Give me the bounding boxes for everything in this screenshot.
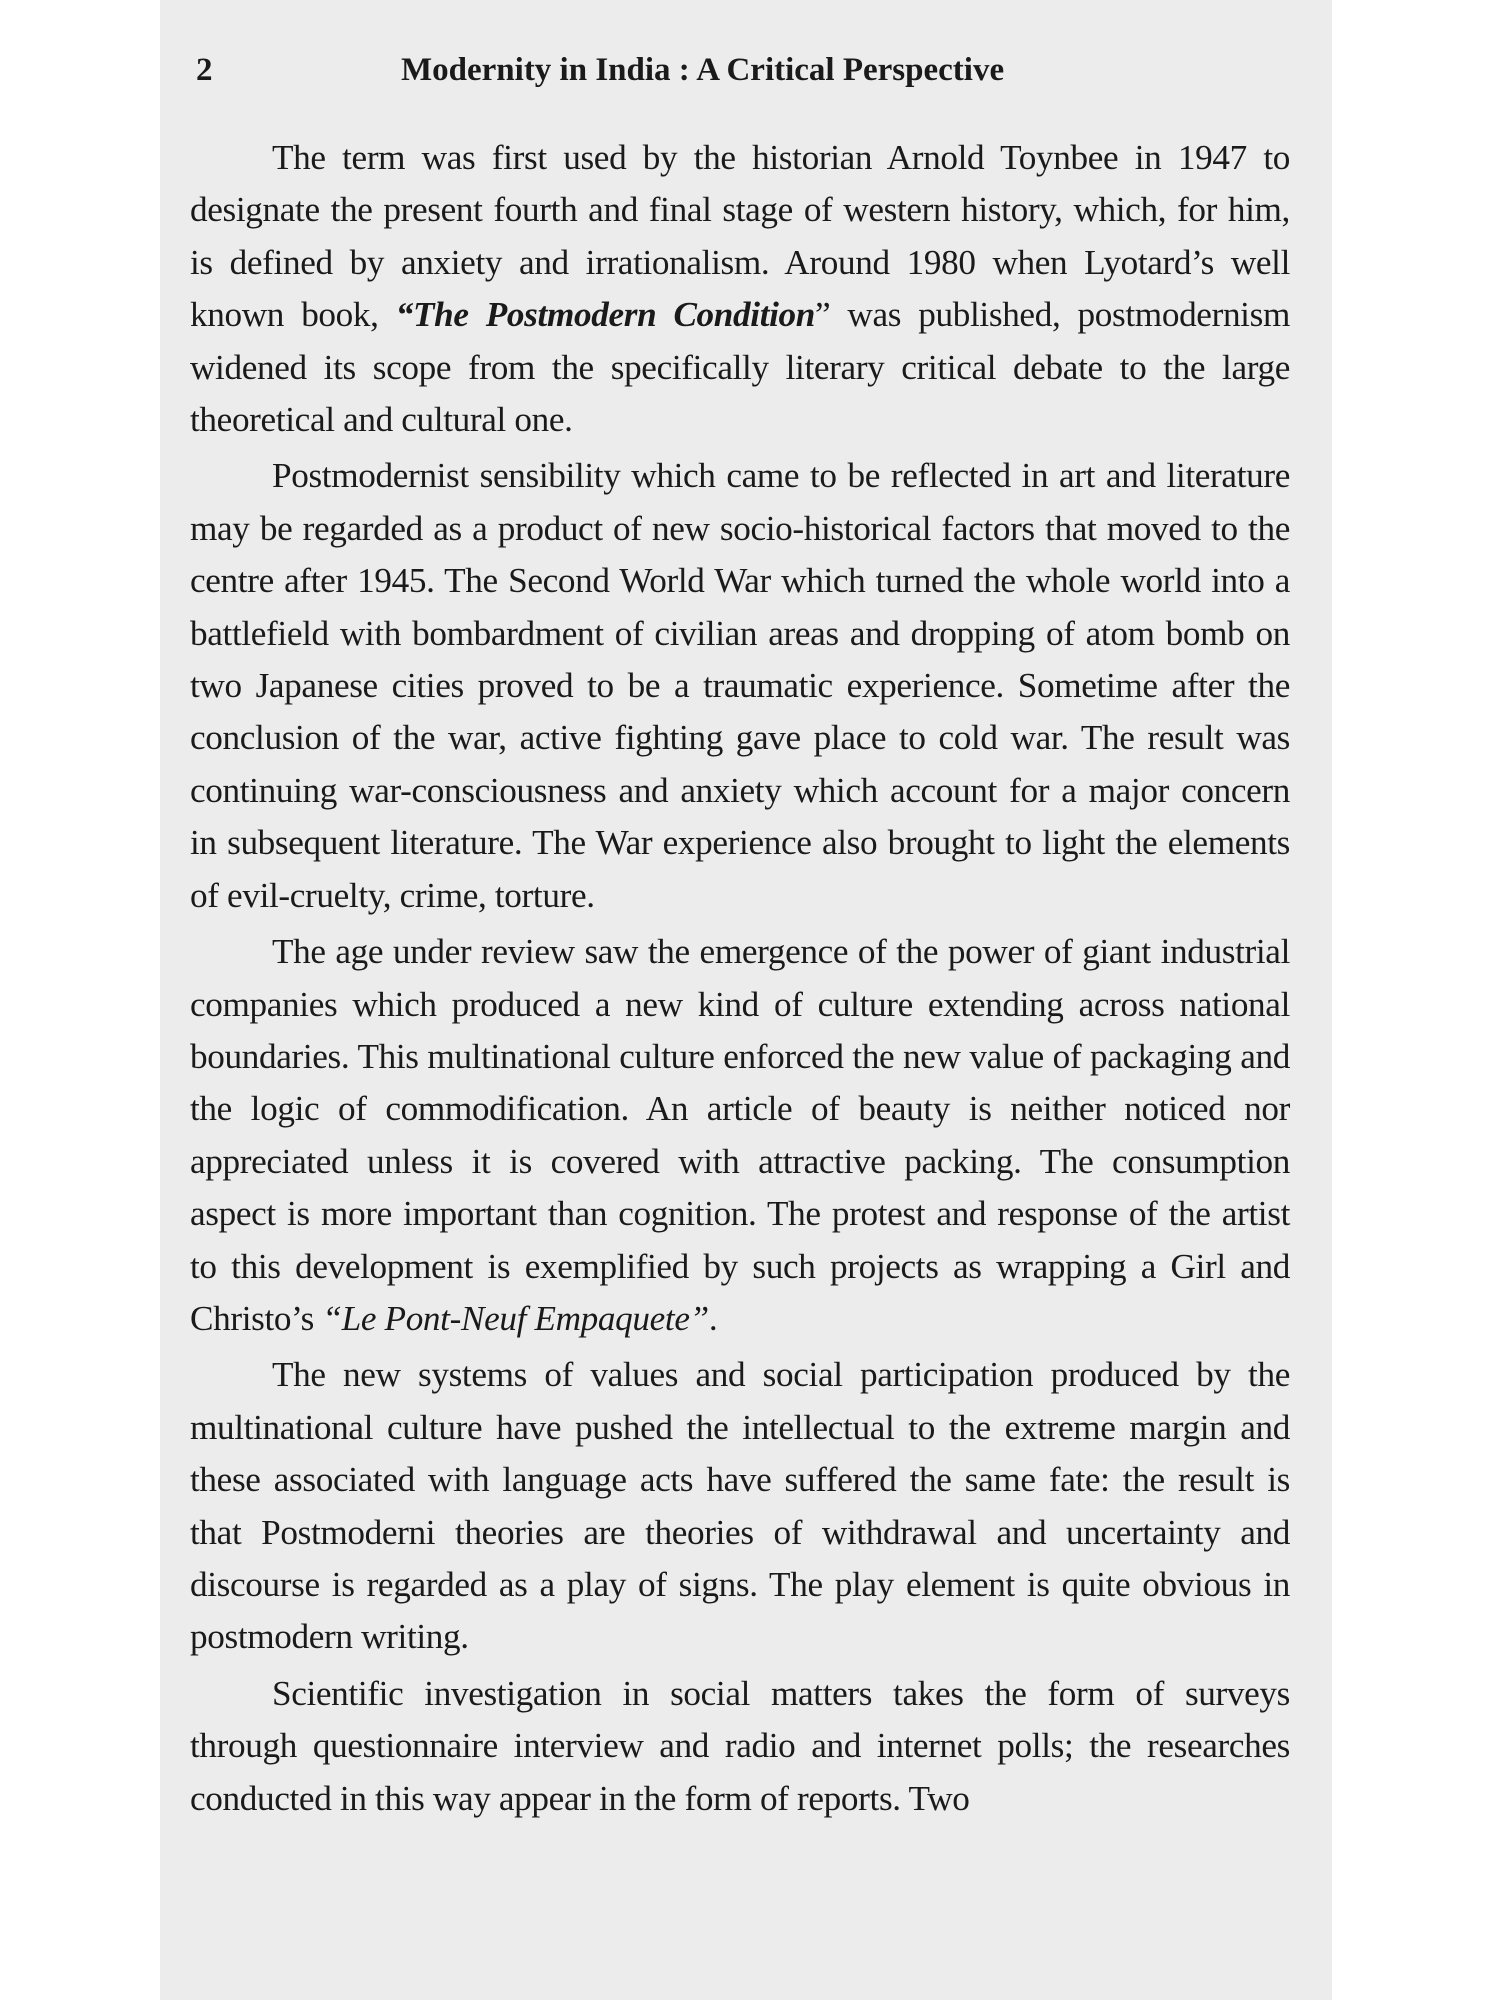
paragraph-3-text-b: . — [708, 1298, 718, 1338]
paragraph-1-text-a: The term was first used by the historian Arnold Toynbee in 1947 to designate the present fourth and final stage of western history, which, for him, is defined by anxiety and irrationalism. Around 1980 when Lyotard’s well known book, — [190, 138, 1290, 335]
book-page — [160, 0, 1332, 2000]
page-number: 2 — [196, 52, 213, 88]
paragraph-3-text-a: The age under review saw the emergence of the power of giant industrial companies which produced a new kind of culture extending across national boundaries. This multinational culture enforced the new value of packaging and the logic of commodification. An article of beauty is neither noticed nor appreciated unless it is covered with attractive packing. The consumption aspect is more important than cognition. The protest and response of the artist to this development is exemplified by such projects as wrapping a Girl and Christo’s — [190, 932, 1290, 1338]
paragraph-4: The new systems of values and social participation produced by the multinational culture have pushed the intellectual to the extreme margin and these associated with language acts have suffered the same fate: the result is that Postmoderni theories are theories of withdrawal and uncertainty and discourse is regarded as a play of signs. The play element is quite obvious in postmodern writing. — [190, 1355, 1290, 1657]
book-title-postmodern-condition: “The Postmodern Condition — [395, 295, 816, 335]
running-head — [196, 52, 1284, 102]
paragraph-1 — [190, 132, 1290, 446]
paragraph-3 — [190, 926, 1290, 1345]
book-title: Modernity in India : A Critical Perspective — [401, 52, 1005, 88]
body-text — [190, 132, 1290, 1829]
paragraph-5: Scientific investigation in social matters takes the form of surveys through questionnaire interview and radio and internet polls; the researches conducted in this way appear in the form of reports. Two — [190, 1673, 1290, 1818]
paragraph-1-text-b: ” was published, postmodernism widened its scope from the specifically literary critical debate to the large theoretical and cultural one. — [190, 295, 1290, 440]
paragraph-2: Postmodernist sensibility which came to be reflected in art and literature may be regarded as a product of new socio-historical factors that moved to the centre after 1945. The Second World War which turned the whole world into a battlefield with bombardment of civilian areas and dropping of atom bomb on two Japanese cities proved to be a traumatic experience. Sometime after the conclusion of the war, active fighting gave place to cold war. The result was continuing war-consciousness and anxiety which account for a major concern in subsequent literature. The War experience also brought to light the elements of evil-cruelty, crime, torture. — [190, 456, 1290, 915]
artwork-title-pont-neuf: “Le Pont-Neuf Empaquete” — [322, 1298, 709, 1338]
